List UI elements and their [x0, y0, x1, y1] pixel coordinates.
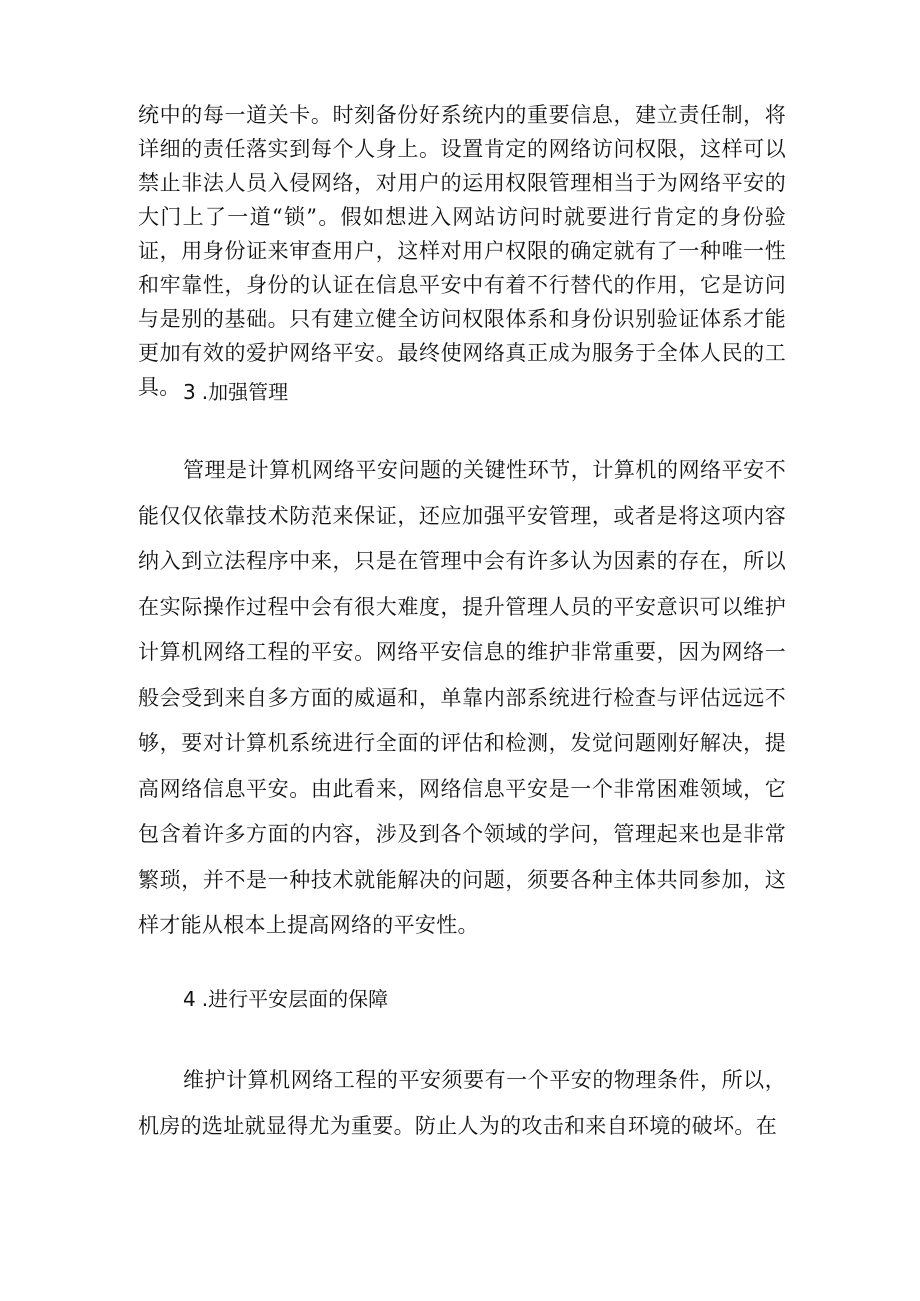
section-4-title: .进行平安层面的保障 — [201, 987, 389, 1011]
section-3-paragraph: 管理是计算机网络平安问题的关键性环节，计算机的网络平安不能仅仅依靠技术防范来保证，还应加强平安管理，或者是将这项内容纳入到立法程序中来，只是在管理中会有许多认为因素的存在，所以在实际操作过程中会有很大难度，提升管理人员的平安意识可以维护计算机网络工程的平安。网络平安信息的维护非常重要，因为网络一般会受到来自多方面的威逼和，单靠内部系统进行检查与评估远远不够，要对计算机系统进行全面的评估和检测，发觉问题刚好解决，提高网络信息平安。由此看来，网络信息平安是一个非常困难领域，它包含着许多方面的内容，涉及到各个领域的学问，管理起来也是非常繁琐，并不是一种技术就能解决的问题，须要各种主体共同参加，这样才能从根本上提高网络的平安性。 — [138, 458, 786, 937]
intro-paragraph: 统中的每一道关卡。时刻备份好系统内的重要信息，建立责任制，将详细的责任落实到每个人身上。设置肯定的网络访问权限，这样可以禁止非法人员入侵网络，对用户的运用权限管理相当于为网络平安的大门上了一道“锁”。假如想进入网站访问时就要进行肯定的身份验证，用身份证来审查用户，这样对用户权限的确定就有了一种唯一性和牢靠性，身份的认证在信息平安中有着不行替代的作用，它是访问与是别的基础。只有建立健全访问权限体系和身份识别验证体系才能更加有效的爱护网络平安。最终使网络真正成为服务于全体人民的工具。 — [138, 103, 786, 399]
section-4-heading — [183, 984, 388, 1014]
section-4-number: 4 — [183, 987, 196, 1011]
section-3-heading — [183, 377, 288, 407]
section-3-title: .加强管理 — [201, 380, 289, 404]
section-3-number: 3 — [183, 380, 196, 404]
section-4-paragraph: 维护计算机网络工程的平安须要有一个平安的物理条件，所以，机房的选址就显得尤为重要。防止人为的攻击和来自环境的破坏。在 — [138, 1068, 786, 1138]
